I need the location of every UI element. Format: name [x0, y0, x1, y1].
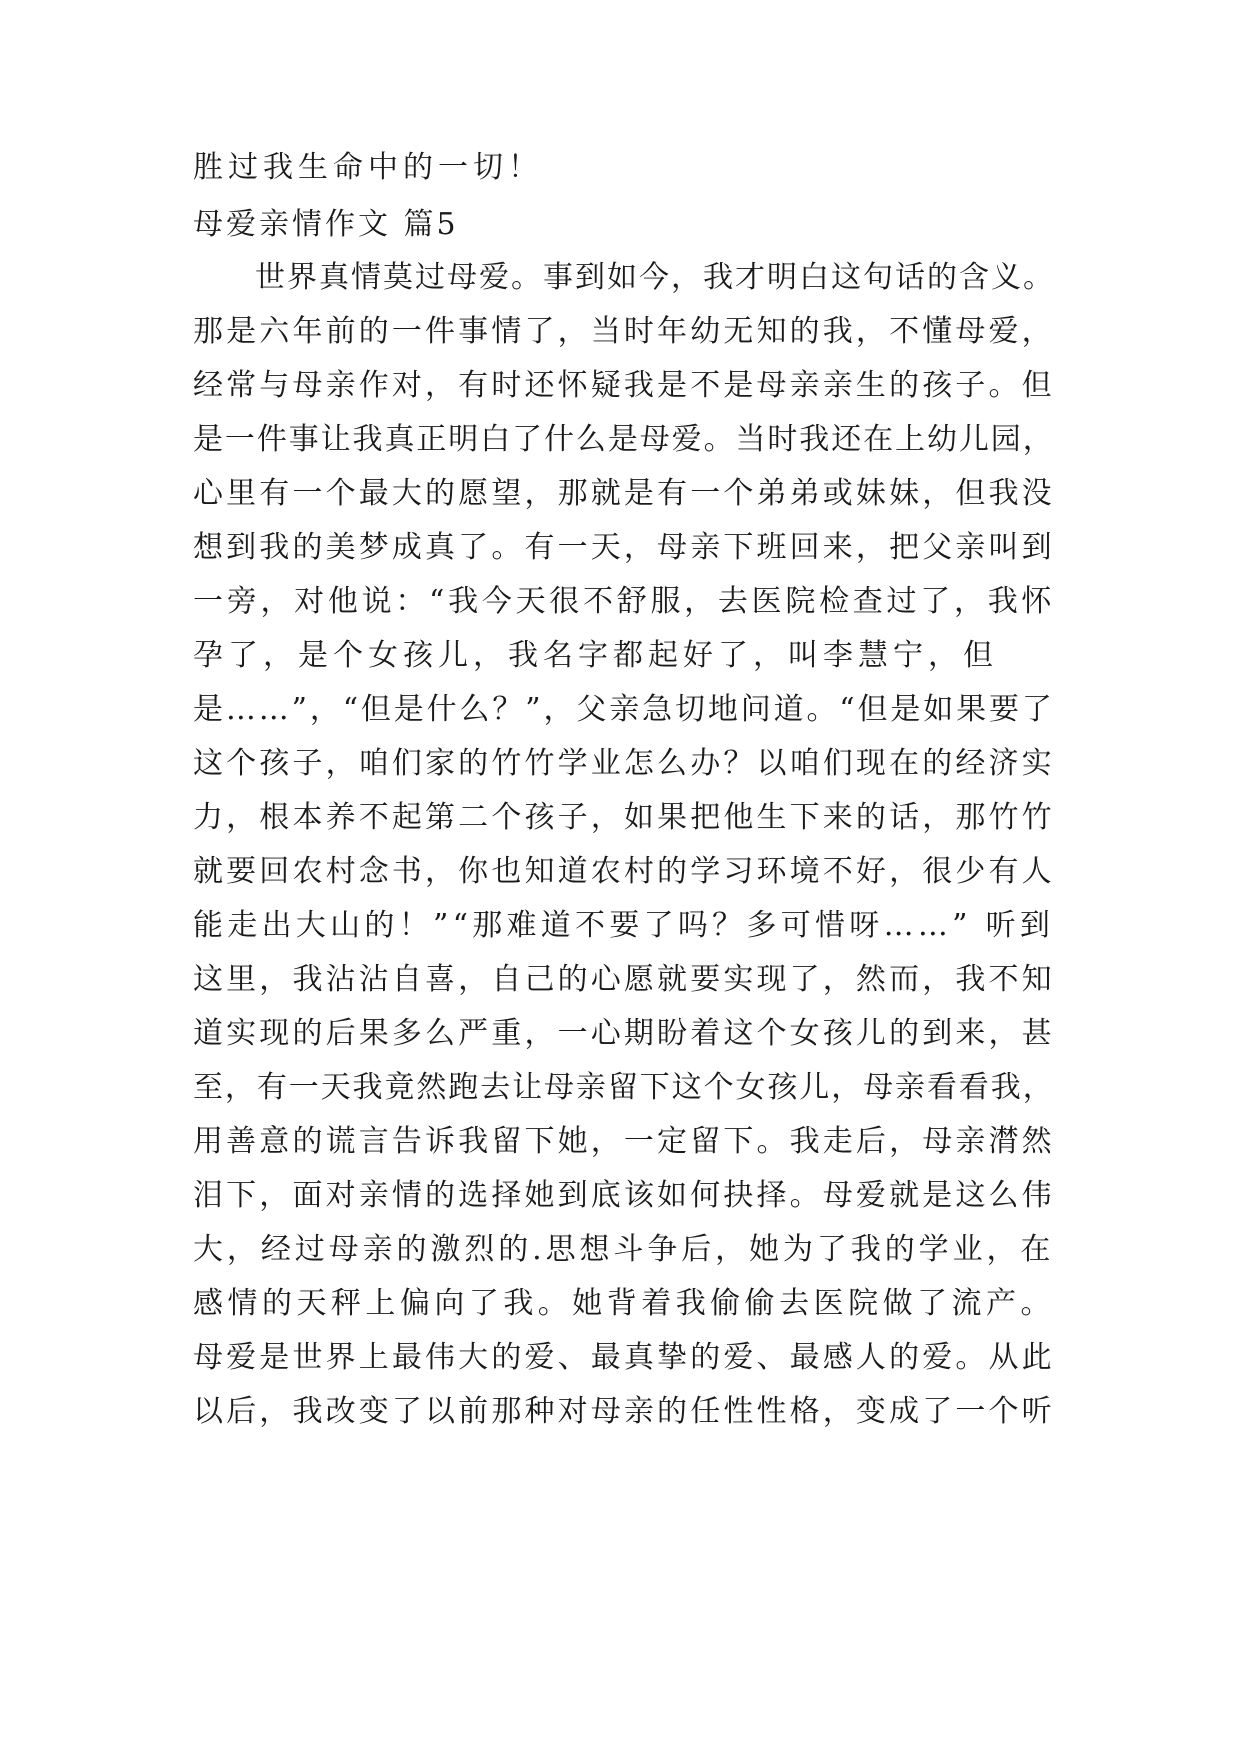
- paragraph-line: 世界真情莫过母爱。事到如今，我才明白这句话的含义。: [255, 260, 1055, 295]
- paragraph-line: 就要回农村念书，你也知道农村的学习环境不好，很少有人: [193, 854, 1055, 889]
- paragraph-line: 一旁，对他说：“我今天很不舒服，去医院检查过了，我怀: [193, 584, 1056, 619]
- paragraph-line: 力，根本养不起第二个孩子，如果把他生下来的话，那竹竹: [193, 800, 1055, 835]
- paragraph-line: 以后，我改变了以前那种对母亲的任性性格，变成了一个听: [193, 1394, 1055, 1429]
- paragraph-line: 心里有一个最大的愿望，那就是有一个弟弟或妹妹，但我没: [193, 476, 1055, 511]
- paragraph-line: 道实现的后果多么严重，一心期盼着这个女孩儿的到来，甚: [193, 1016, 1055, 1051]
- paragraph-line: 这里，我沾沾自喜，自己的心愿就要实现了，然而，我不知: [193, 962, 1055, 997]
- continuation-line: 胜过我生命中的一切！: [193, 150, 543, 185]
- paragraph-line: 能走出大山的！”“那难道不要了吗？多可惜呀……” 听到: [193, 908, 1055, 943]
- paragraph-line: 是……”，“但是什么？”，父亲急切地问道。“但是如果要了: [193, 692, 1055, 727]
- paragraph-line: 至，有一天我竟然跑去让母亲留下这个女孩儿，母亲看看我，: [193, 1070, 1055, 1105]
- paragraph-line: 大，经过母亲的激烈的.思想斗争后，她为了我的学业，在: [193, 1232, 1055, 1267]
- paragraph-line: 孕了，是个女孩儿，我名字都起好了，叫李慧宁，但: [193, 638, 998, 673]
- paragraph-line: 是一件事让我真正明白了什么是母爱。当时我还在上幼儿园，: [193, 422, 1055, 457]
- paragraph-line: 母爱是世界上最伟大的爱、最真挚的爱、最感人的爱。从此: [193, 1340, 1055, 1375]
- paragraph-line: 经常与母亲作对，有时还怀疑我是不是母亲亲生的孩子。但: [193, 368, 1055, 403]
- section-heading: 母爱亲情作文 篇5: [193, 207, 459, 242]
- paragraph-line: 泪下，面对亲情的选择她到底该如何抉择。母爱就是这么伟: [193, 1178, 1055, 1213]
- paragraph-line: 想到我的美梦成真了。有一天，母亲下班回来，把父亲叫到: [193, 530, 1055, 565]
- paragraph-line: 那是六年前的一件事情了，当时年幼无知的我，不懂母爱，: [193, 314, 1055, 349]
- paragraph-line: 这个孩子，咱们家的竹竹学业怎么办？以咱们现在的经济实: [193, 746, 1055, 781]
- paragraph-line: 感情的天秤上偏向了我。她背着我偷偷去医院做了流产。: [193, 1286, 1055, 1321]
- paragraph-line: 用善意的谎言告诉我留下她，一定留下。我走后，母亲潸然: [193, 1124, 1055, 1159]
